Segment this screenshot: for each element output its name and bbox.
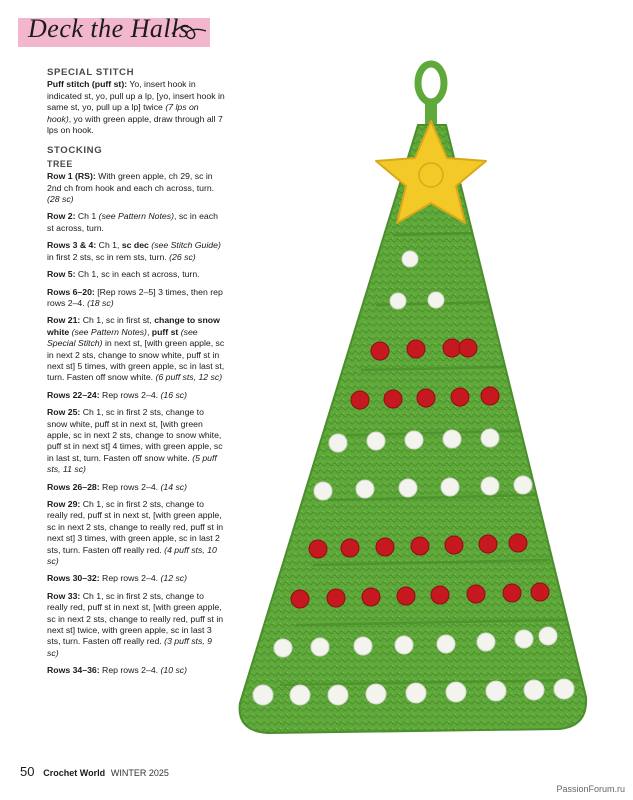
row-count: (12 sc) — [160, 573, 188, 584]
row-2 — [47, 211, 225, 234]
row-21 — [47, 315, 225, 383]
swirl-ornament-icon — [170, 22, 210, 44]
page-title: Deck the Halls — [28, 14, 190, 43]
row-count: (3 puff sts, 9 sc) — [47, 636, 212, 658]
special-note: (7 lps on hook) — [47, 102, 199, 124]
row-count: (28 sc) — [47, 194, 74, 205]
rows-26-28 — [47, 482, 225, 493]
row-29 — [47, 499, 225, 567]
page-number: 50 — [20, 764, 35, 779]
row-text: Rep rows 2–4. — [99, 481, 161, 492]
row-1 — [47, 171, 225, 205]
row-text: in next st, [with green apple, sc in next 2 sts, change to snow white, puff st in next st] 5 times, with green apple, sc in last st, turn. Fasten off snow white. — [47, 338, 225, 383]
row-text: With green apple, ch 29, sc in 2nd ch from hook and each ch across, turn. — [47, 171, 215, 193]
row-label: Rows 34–36: — [47, 665, 100, 676]
row-label: Row 29: — [47, 499, 81, 509]
special-text2: , yo with green apple, draw through all 7 lps on hook. — [47, 113, 223, 136]
row-count: (14 sc) — [160, 481, 188, 492]
row-text: Rep rows 2–4. — [99, 665, 161, 676]
row-note: (see Pattern Notes) — [98, 211, 174, 222]
rows-30-32 — [47, 573, 225, 584]
row-count: (16 sc) — [160, 389, 188, 400]
tree-subheading: TREE — [47, 158, 73, 169]
row-text: Ch 1, sc in each st across, turn. — [75, 269, 200, 280]
row-33 — [47, 591, 225, 659]
row-note: (see Special Stitch) — [47, 326, 198, 349]
row-text: Ch 1 — [75, 211, 99, 222]
rows-34-36 — [47, 665, 225, 676]
row-count: (4 puff sts, 10 sc) — [47, 544, 217, 567]
row-text: , sc in each st across, turn. — [47, 211, 218, 233]
puff-stitch-name: Puff stitch (puff st): — [47, 79, 128, 90]
hanging-loop — [418, 64, 444, 102]
watermark: PassionForum.ru — [556, 784, 625, 794]
special-stitch-paragraph — [47, 79, 225, 136]
row-text: Rep rows 2–4. — [99, 573, 161, 584]
row-label: Row 21: — [47, 315, 81, 326]
row-bold: sc dec — [121, 240, 149, 251]
page-footer — [20, 764, 169, 779]
row-label: Rows 22–24: — [47, 389, 100, 400]
row-label: Row 1 (RS): — [47, 171, 96, 182]
special-text: Yo, insert hook in indicated st, yo, pull up a lp, [yo, insert hook in same st, yo, pull up a lp] twice — [47, 79, 225, 113]
special-stitch-heading: SPECIAL STITCH — [47, 67, 135, 78]
row-label: Rows 26–28: — [47, 481, 100, 492]
row-text: Ch 1, sc in first 2 sts, change to really red, puff st in next st, [with green apple, sc in next 2 sts, change to really red, puff st in next st] 3 times, with green apple, sc in last 2 sts, turn. Fasten off really red. — [47, 499, 224, 555]
row-label: Row 5: — [47, 269, 76, 280]
row-text: Ch 1, — [96, 240, 122, 251]
row-text: Ch 1, sc in first 2 sts, change to really red, puff st in next st, [with green apple, sc in next 2 sts, change to really red, puff st in next st] twice, with green apple, sc in last 3 sts, turn. Fasten off really red. — [47, 590, 224, 647]
row-note: (see Pattern Notes) — [69, 326, 147, 337]
row-label: Rows 30–32: — [47, 573, 100, 584]
row-label: Rows 6–20: — [47, 286, 95, 297]
row-bold: puff st — [151, 326, 179, 337]
row-label: Row 2: — [47, 211, 76, 222]
row-note: (see Stitch Guide) — [148, 240, 221, 251]
issue-label: WINTER 2025 — [110, 768, 169, 778]
row-text: [Rep rows 2–5] 3 times, then rep rows 2–4. — [47, 286, 223, 308]
row-label: Row 25: — [47, 407, 81, 418]
row-text: Ch 1, sc in first 2 sts, change to snow white, puff st in next st, [with green apple, sc in next 2 sts, change to snow white, puff st in next st] 4 times, with green apple, sc in last st, turn. Fasten off snow white. — [47, 407, 223, 463]
row-text: Rep rows 2–4. — [99, 389, 161, 400]
row-text: Ch 1, sc in first st, — [80, 315, 155, 326]
rows-6-20 — [47, 287, 225, 310]
magazine-name: Crochet World — [43, 768, 106, 778]
row-count: (5 puff sts, 11 sc) — [47, 452, 217, 475]
pattern-text — [47, 67, 225, 683]
row-count: (10 sc) — [160, 665, 188, 676]
row-text: in first 2 sts, sc in rem sts, turn. — [47, 251, 170, 262]
row-count: (6 puff sts, 12 sc) — [155, 372, 223, 383]
row-25 — [47, 407, 225, 475]
row-count: (18 sc) — [87, 297, 114, 308]
crochet-tree-photo — [228, 55, 623, 755]
row-bold: change to snow white — [47, 315, 220, 337]
row-5 — [47, 269, 225, 280]
rows-22-24 — [47, 390, 225, 401]
row-label: Row 33: — [47, 590, 81, 601]
row-label: Rows 3 & 4: — [47, 240, 97, 251]
row-count: (26 sc) — [169, 251, 196, 262]
rows-3-4 — [47, 240, 225, 263]
stocking-heading: STOCKING — [47, 145, 103, 157]
row-text: , — [146, 326, 152, 337]
